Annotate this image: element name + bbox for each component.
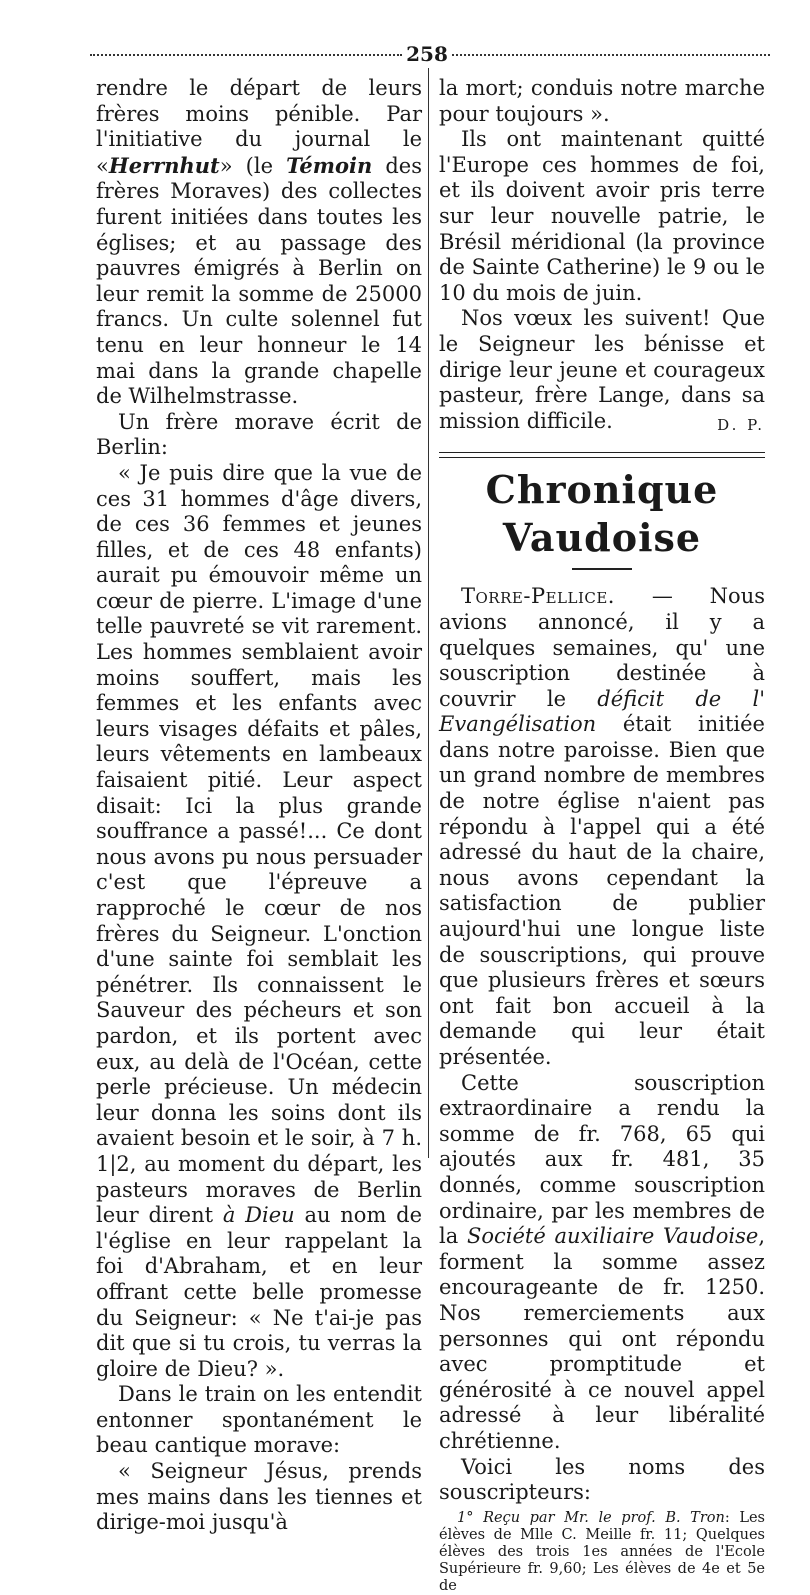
paragraph: Un frère morave écrit de Berlin: bbox=[96, 409, 422, 460]
paragraph: la mort; conduis notre marche pour toujours ». bbox=[439, 76, 765, 126]
section-separator bbox=[439, 452, 765, 458]
paragraph: Torre-Pellice. — Nous avions annoncé, il y a quelques semaines, qu' une souscription destinée à couvrir le déficit de l' Evangélisation était initiée dans notre paroisse. Bien que un grand nombre de membres de notre église n'aient pas répondu à l'appel qui a été adressé du haut de la chaire, nous avons cependant la satisfaction de publier aujourd'hui une longue liste de souscriptions, qui prouve que plusieurs frères et sœurs ont fait bon accueil à la demande qui leur était présentée. bbox=[439, 584, 765, 1069]
quote-paragraph: « Seigneur Jésus, prends mes mains dans les tiennes et dirige-moi jusqu'à bbox=[96, 1459, 422, 1535]
subscriber-list: 1° Reçu par Mr. le prof. B. Tron: Les élèves de Mlle C. Meille fr. 11; Quelques élèves des trois 1es années de l'Ecole Supérieure fr. 9,60; Les élèves de 4e et 5e de bbox=[439, 1509, 765, 1594]
paragraph: Dans le train on les entendit entonner spontanément le beau cantique morave: bbox=[96, 1382, 422, 1458]
section-title: Chronique Vaudoise bbox=[485, 467, 719, 561]
page-header bbox=[90, 40, 770, 70]
header-rule-left bbox=[90, 54, 402, 56]
paragraph: Ils ont maintenant quitté l'Europe ces hommes de foi, et ils doivent avoir pris terre sur leur nouvelle patrie, le Brésil méridional (la province de Sainte Catherine) le 9 ou le 10 du mois de juin. bbox=[439, 127, 765, 305]
paragraph: rendre le départ de leurs frères moins pénible. Par l'initiative du journal le «Herrnhut» (le Témoin des frères Moraves) des collectes furent initiées dans toutes les églises; et au passage des pauvres émigrés à Berlin on leur remit la somme de 25000 francs. Un culte solennel fut tenu en leur honneur le 14 mai dans la grande chapelle de Wilhelmstrasse. bbox=[96, 76, 422, 409]
author-signature: D. P. bbox=[717, 415, 765, 434]
journal-name-translation: Témoin bbox=[286, 152, 373, 178]
paragraph: Cette souscription extraordinaire a rendu la somme de fr. 768, 65 qui ajoutés aux fr. 481, 35 donnés, comme souscription ordinaire, par les membres de la Société auxiliaire Vaudoise, forment la somme assez encourageante de fr. 1250. Nos remerciements aux personnes qui ont répondu avec promptitude et générosité à ce nouvel appel adressé à leur libéralité chrétienne. bbox=[439, 1070, 765, 1453]
page-number: 258 bbox=[406, 42, 448, 66]
right-column bbox=[439, 76, 765, 1595]
paragraph: Voici les noms des souscripteurs: bbox=[439, 1454, 765, 1505]
title-dash bbox=[572, 568, 632, 570]
column-divider bbox=[428, 68, 429, 1158]
quote-paragraph: « Je puis dire que la vue de ces 31 hommes d'âge divers, de ces 36 femmes et jeunes filles, et de ces 48 enfants) aurait pu émouvoir même un cœur de pierre. L'image d'une telle pauvreté se vit rarement. Les hommes semblaient avoir moins souffert, mais les femmes et les enfants avec leurs visages défaits et pâles, leurs vêtements en lambeaux faisaient pitié. Leur aspect disait: Ici la plus grande souffrance a passé!... Ce dont nous avons pu nous persuader c'est que l'épreuve a rapproché le cœur de nos frères du Seigneur. L'onction d'une sainte foi semblait les pénétrer. Ils connaissent le Sauveur des pécheurs et son pardon, et ils portent avec eux, au delà de l'Océan, cette perle précieuse. Un médecin leur donna les soins dont ils avaient besoin et le soir, à 7 h. 1|2, au moment du départ, les pasteurs moraves de Berlin leur dirent à Dieu au nom de l'église en leur rappelant la foi d'Abraham, et en leur offrant cette belle promesse du Seigneur: « Ne t'ai-je pas dit que si tu crois, tu verras la gloire de Dieu? ». bbox=[96, 460, 422, 1381]
journal-name: Herrnhut bbox=[108, 152, 220, 178]
paragraph: Nos vœux les suivent! Que le Seigneur les bénisse et dirige leur jeune et courageux pasteur, frère Lange, dans sa mission difficile. D. P. bbox=[439, 306, 765, 434]
header-rule-right bbox=[452, 54, 770, 56]
left-column bbox=[96, 76, 422, 1536]
place-name: Torre-Pellice. bbox=[461, 584, 615, 609]
